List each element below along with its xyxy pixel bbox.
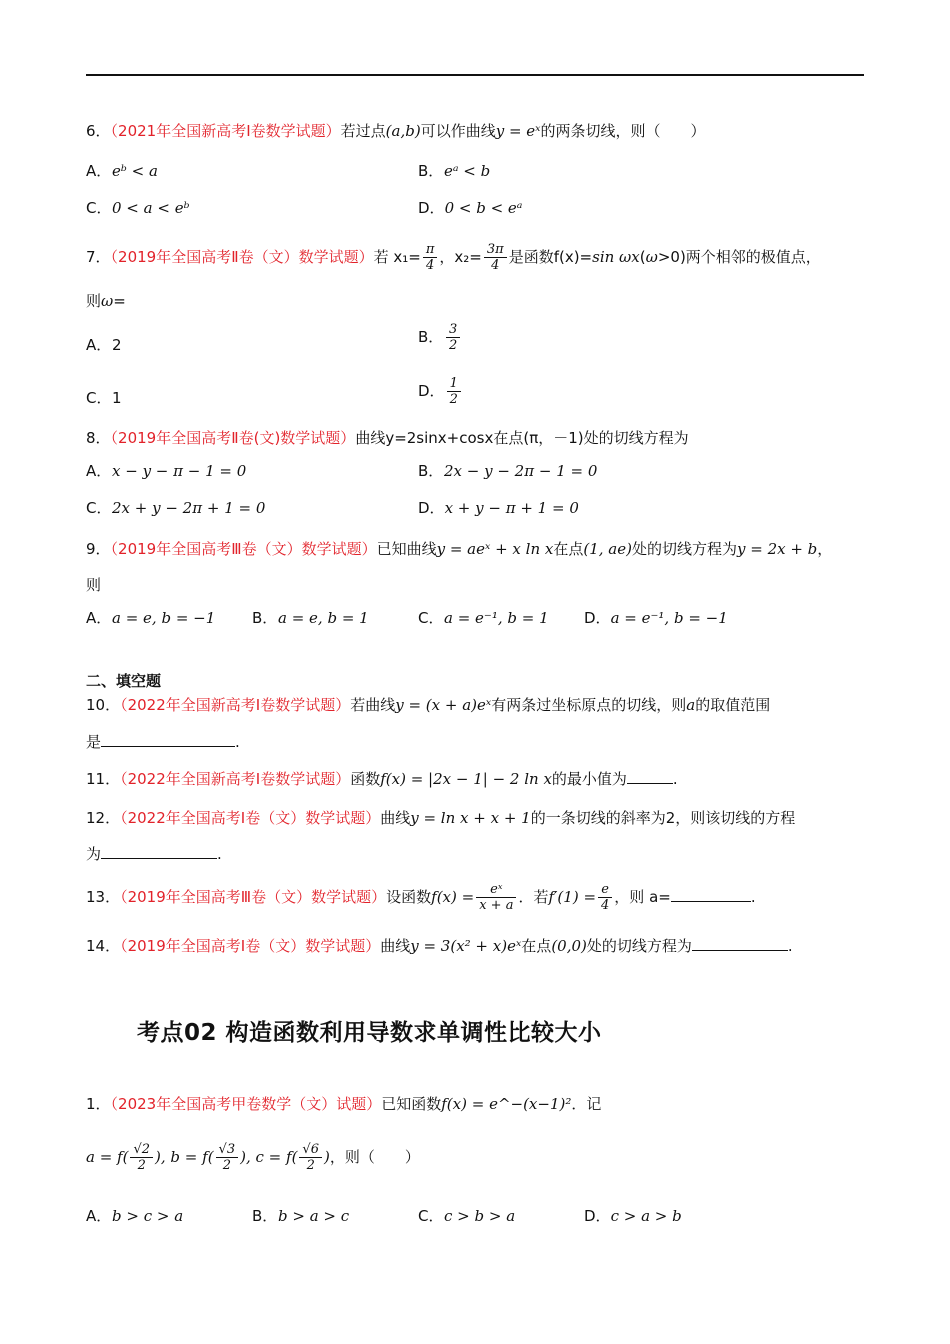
question-source: （2021年全国新高考Ⅰ卷数学试题） [110, 122, 341, 140]
fraction: $\frac{√6}{2}$ [299, 1142, 322, 1173]
option-a[interactable]: A．a = e, b = −1 [86, 609, 216, 627]
option-d[interactable]: D．x + y − π + 1 = 0 [418, 499, 579, 517]
answer-blank[interactable] [627, 767, 673, 784]
question-source: （2019年全国高考Ⅲ卷（文）数学试题） [110, 540, 377, 558]
question-source: （2019年全国高考Ⅱ卷（文）数学试题） [110, 248, 374, 266]
option-d[interactable]: D．0 < b < eᵃ [418, 199, 523, 217]
fraction: $\frac{3}{2}$ [446, 322, 460, 353]
question-8: 8．（2019年全国高考Ⅱ卷(文)数学试题）曲线y=2sinx+cosx在点(π，－1)处的切线方程为 [86, 429, 689, 447]
question-13: 13．（2019年全国高考Ⅲ卷（文）数学试题）设函数f(x) = $\frac{\text{eˣ}}{x + a}$ ．若f′(1) = $\frac{e}{4}$ ，则 a= . [86, 882, 756, 913]
question-7-cont: 则ω= [86, 292, 126, 310]
option-a[interactable]: A．x − y − π − 1 = 0 [86, 462, 247, 480]
question-7: 7．（2019年全国高考Ⅱ卷（文）数学试题）若 x₁= $\frac{\pi}{4}$ ，x₂= $\frac{3\pi}{4}$ 是函数f(x)=sin ωx(ω>0)两个相邻的极值点， [86, 242, 821, 273]
option-a[interactable]: A．eᵇ < a [86, 162, 158, 180]
option-b[interactable]: B．b > a > c [252, 1207, 350, 1225]
option-d[interactable]: D．a = e⁻¹, b = −1 [584, 609, 728, 627]
fraction: $\frac{3\pi}{4}$ [484, 242, 507, 273]
question-9-cont: 则 [86, 576, 102, 594]
section-title: 二、填空题 [86, 672, 162, 690]
option-b[interactable]: B．2x − y − 2π − 1 = 0 [418, 462, 598, 480]
option-a[interactable]: A．2 [86, 336, 122, 354]
option-d[interactable]: D．c > a > b [584, 1207, 682, 1225]
option-c[interactable]: C．c > b > a [418, 1207, 516, 1225]
question-source: （2022年全国高考Ⅰ卷（文）数学试题） [120, 809, 381, 827]
option-b[interactable]: B．a = e, b = 1 [252, 609, 369, 627]
question-source: （2022年全国新高考Ⅰ卷数学试题） [120, 696, 351, 714]
question-10: 10．（2022年全国新高考Ⅰ卷数学试题）若曲线y = (x + a)eˣ有两条过坐标原点的切线，则a的取值范围 [86, 696, 771, 714]
question-12: 12．（2022年全国高考Ⅰ卷（文）数学试题）曲线y = ln x + x + 1的一条切线的斜率为2，则该切线的方程 [86, 809, 796, 827]
question-12-cont: 为 . [86, 842, 222, 865]
question-14: 14．（2019年全国高考Ⅰ卷（文）数学试题）曲线y = 3(x² + x)eˣ在点(0,0)处的切线方程为 . [86, 934, 793, 957]
option-d[interactable]: D． $\frac{1}{2}$ [418, 376, 463, 407]
problem-1-cont: a = f( $\frac{√2}{2}$ ), b = f( $\frac{√3}{2}$ ), c = f( $\frac{√6}{2}$ )，则（ ） [86, 1142, 420, 1173]
fraction: $\frac{√2}{2}$ [130, 1142, 153, 1173]
question-11: 11．（2022年全国新高考Ⅰ卷数学试题）函数f(x) = |2x − 1| − 2 ln x的最小值为 . [86, 767, 678, 790]
question-source: （2022年全国新高考Ⅰ卷数学试题） [120, 770, 351, 788]
fraction: $\frac{1}{2}$ [447, 376, 461, 407]
fraction: $\frac{\text{eˣ}}{x + a}$ [476, 882, 516, 913]
answer-blank[interactable] [692, 934, 788, 951]
question-10-cont: 是 . [86, 730, 240, 753]
question-9: 9．（2019年全国高考Ⅲ卷（文）数学试题）已知曲线y = aeˣ + x ln x在点(1, ae)处的切线方程为y = 2x + b， [86, 540, 833, 558]
option-c[interactable]: C．a = e⁻¹, b = 1 [418, 609, 549, 627]
question-source: （2019年全国高考Ⅰ卷（文）数学试题） [120, 937, 381, 955]
question-source: （2019年全国高考Ⅱ卷(文)数学试题） [110, 429, 356, 447]
fraction: $\frac{√3}{2}$ [216, 1142, 239, 1173]
topic-heading: 考点02 构造函数利用导数求单调性比较大小 [137, 1020, 602, 1046]
option-a[interactable]: A．b > c > a [86, 1207, 184, 1225]
fraction: $\frac{e}{4}$ [598, 882, 612, 913]
answer-blank[interactable] [101, 842, 217, 859]
option-c[interactable]: C．1 [86, 389, 122, 407]
option-b[interactable]: B．eᵃ < b [418, 162, 491, 180]
answer-blank[interactable] [671, 885, 751, 902]
question-6: 6．（2021年全国新高考Ⅰ卷数学试题）若过点(a,b)可以作曲线y = eˣ的两条切线，则（ ） [86, 122, 706, 140]
answer-blank[interactable] [101, 730, 235, 747]
option-b[interactable]: B． $\frac{3}{2}$ [418, 322, 462, 353]
question-source: （2019年全国高考Ⅲ卷（文）数学试题） [120, 888, 387, 906]
header-rule [86, 74, 864, 76]
option-c[interactable]: C．0 < a < eᵇ [86, 199, 190, 217]
question-source: （2023年全国高考甲卷数学（文）试题） [110, 1095, 382, 1113]
fraction: $\frac{\pi}{4}$ [423, 242, 438, 273]
problem-1: 1．（2023年全国高考甲卷数学（文）试题）已知函数f(x) = e^−(x−1)²．记 [86, 1095, 602, 1113]
option-c[interactable]: C．2x + y − 2π + 1 = 0 [86, 499, 266, 517]
